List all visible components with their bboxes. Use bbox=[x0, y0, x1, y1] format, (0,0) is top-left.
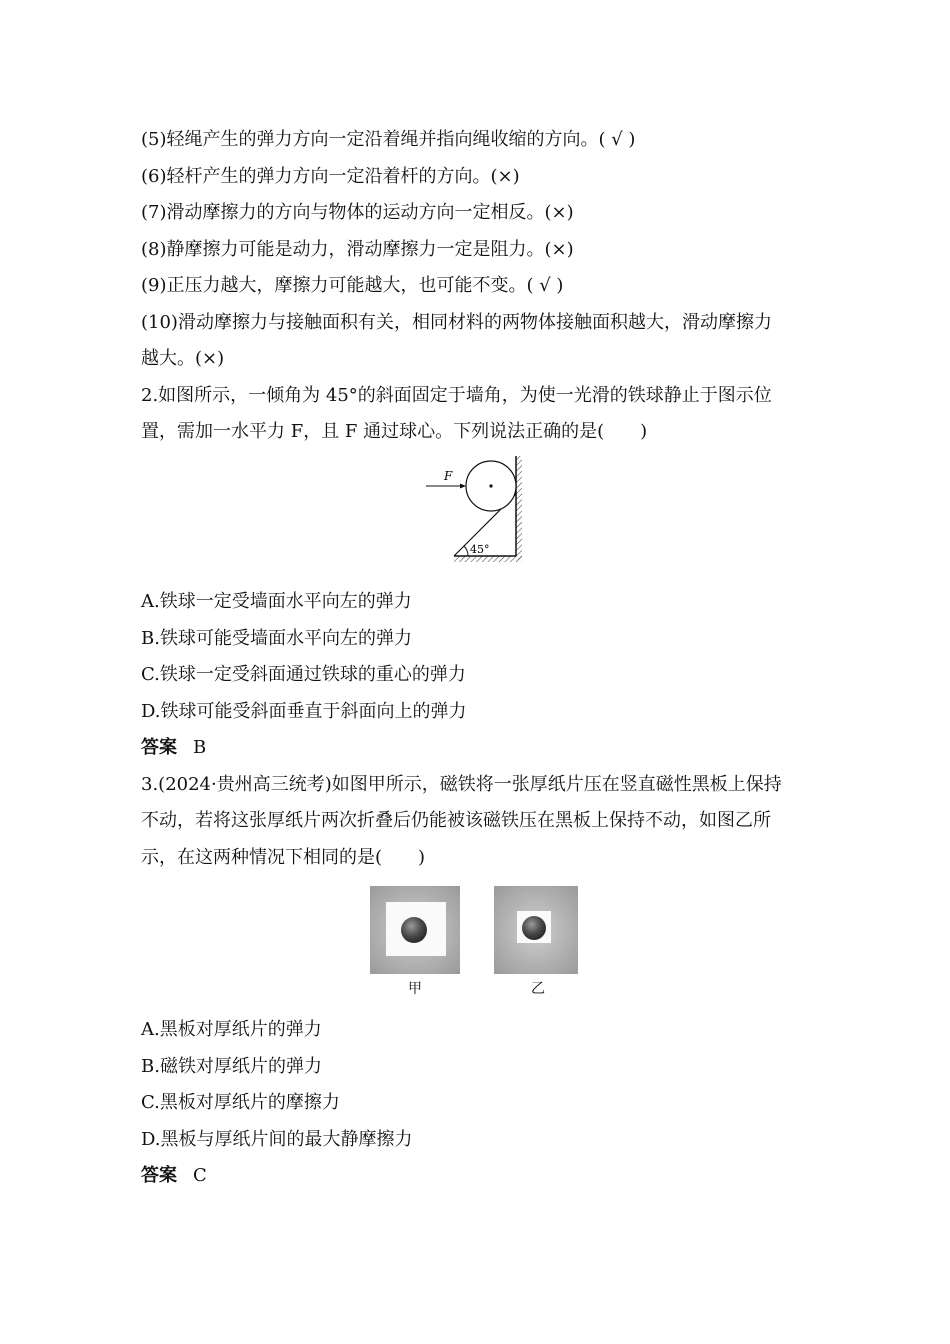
q2-answer bbox=[141, 730, 821, 767]
q3-option-c: C.黑板对厚纸片的摩擦力 bbox=[141, 1092, 340, 1113]
angle-label: 45° bbox=[470, 543, 490, 556]
q2-stem-line1: 2.如图所示，一倾角为 45°的斜面固定于墙角，为使一光滑的铁球静止于图示位 bbox=[141, 384, 772, 406]
q3-option-d: D.黑板与厚纸片间的最大静摩擦力 bbox=[141, 1128, 413, 1150]
q3-stem-line1: 3.(2024·贵州高三统考)如图甲所示，磁铁将一张厚纸片压在竖直磁性黑板上保持 bbox=[141, 773, 782, 795]
judgment-5: (5)轻绳产生的弹力方向一定沿着绳并指向绳收缩的方向。( √ ) bbox=[141, 129, 636, 150]
q3-stem-line2: 不动，若将这张厚纸片两次折叠后仍能被该磁铁压在黑板上保持不动，如图乙所 bbox=[141, 810, 771, 831]
judgment-9: (9)正压力越大，摩擦力可能越大，也可能不变。( √ ) bbox=[141, 275, 564, 296]
judgment-6: (6)轻杆产生的弹力方向一定沿着杆的方向。(×) bbox=[141, 165, 520, 187]
judgment-10-line1: (10)滑动摩擦力与接触面积有关，相同材料的两物体接触面积越大，滑动摩擦力 bbox=[141, 311, 772, 333]
angle-arc bbox=[464, 546, 468, 556]
q3-option-b: B.磁铁对厚纸片的弹力 bbox=[141, 1055, 322, 1077]
judgment-7: (7)滑动摩擦力的方向与物体的运动方向一定相反。(×) bbox=[141, 202, 574, 223]
q2-answer-value: B bbox=[193, 737, 207, 758]
q3-answer-label: 答案 bbox=[141, 1165, 177, 1186]
judgment-list bbox=[141, 122, 813, 451]
ball-center-dot bbox=[489, 484, 492, 487]
q3-stem-line3: 示，在这两种情况下相同的是( ) bbox=[141, 846, 426, 868]
q3-options bbox=[141, 1012, 821, 1195]
magnet-jia bbox=[401, 917, 427, 943]
force-label: F bbox=[444, 469, 453, 483]
magnet-yi bbox=[522, 916, 546, 940]
q3-figure bbox=[370, 886, 580, 976]
q3-option-a: A.黑板对厚纸片的弹力 bbox=[141, 1019, 322, 1040]
q2-option-d: D.铁球可能受斜面垂直于斜面向上的弹力 bbox=[141, 700, 467, 722]
judgment-10-line2: 越大。(×) bbox=[141, 348, 225, 369]
q2-option-b: B.铁球可能受墙面水平向左的弹力 bbox=[141, 627, 412, 649]
caption-yi: 乙 bbox=[531, 981, 545, 997]
q2-option-c: C.铁球一定受斜面通过铁球的重心的弹力 bbox=[141, 664, 466, 685]
judgment-8: (8)静摩擦力可能是动力，滑动摩擦力一定是阻力。(×) bbox=[141, 238, 574, 260]
floor-hatching bbox=[454, 556, 522, 562]
q3-answer-value: C bbox=[193, 1165, 207, 1186]
force-arrowhead bbox=[460, 484, 466, 489]
q3-answer bbox=[141, 1158, 821, 1195]
q2-options bbox=[141, 584, 821, 876]
q2-stem-line2: 置，需加一水平力 F，且 F 通过球心。下列说法正确的是( ) bbox=[141, 421, 648, 442]
wall-hatching bbox=[516, 456, 522, 560]
q2-option-a: A.铁球一定受墙面水平向左的弹力 bbox=[141, 591, 412, 612]
q2-figure bbox=[422, 452, 528, 564]
caption-jia: 甲 bbox=[408, 981, 422, 997]
q2-answer-label: 答案 bbox=[141, 737, 177, 758]
